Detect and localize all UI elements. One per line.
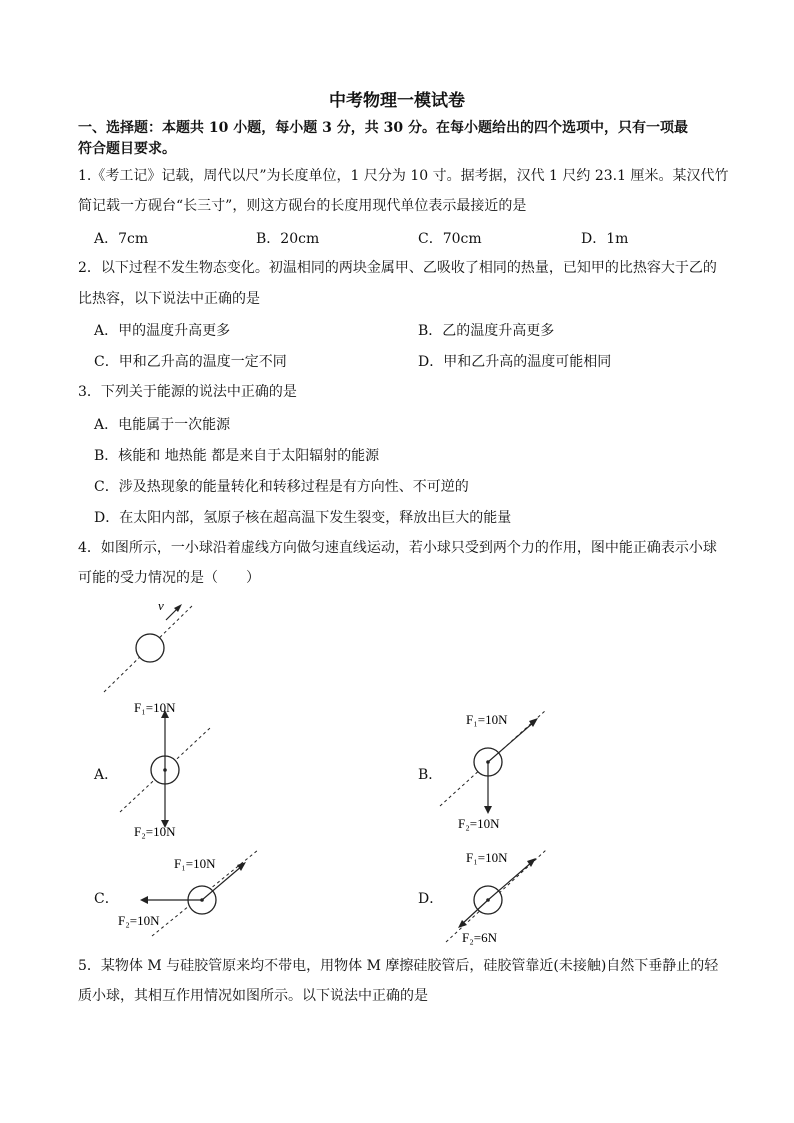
velocity-label: v [158, 598, 164, 613]
q4-option-d-letter: D． [418, 891, 444, 907]
q2-option-d: D．甲和乙升高的温度可能相同 [418, 354, 612, 370]
f2-label: F₂=10N [118, 913, 160, 928]
q4-option-c-letter: C． [94, 891, 119, 907]
q2-stem-line1: 2．以下过程不发生物态变化。初温相同的两块金属甲、乙吸收了相同的热量，已知甲的比热容大于乙的 [78, 260, 717, 276]
f2-arrowhead [140, 896, 148, 904]
q4-figure-d [436, 846, 556, 946]
f2-label: F₂=6N [462, 930, 497, 945]
q2-option-a: A．甲的温度升高更多 [94, 323, 231, 339]
q2-stem-line2: 比热容，以下说法中正确的是 [78, 291, 260, 307]
f2-arrowhead [484, 806, 492, 814]
q2-option-c: C．甲和乙升高的温度一定不同 [94, 354, 287, 370]
q4-main-figure [98, 598, 202, 696]
q1-option-b: B．20cm [256, 231, 320, 247]
q3-option-d: D．在太阳内部，氢原子核在超高温下发生裂变，释放出巨大的能量 [94, 510, 512, 526]
ball [136, 634, 164, 662]
q1-option-d: D．1m [581, 231, 629, 247]
section-heading-line2: 符合题目要求。 [78, 141, 176, 157]
f2-label: F₂=10N [134, 824, 176, 839]
page-title: 中考物理一模试卷 [329, 91, 465, 111]
q1-stem-line1: 1.《考工记》记载，周代以尺”为长度单位，1 尺分为 10 寸。据考据，汉代 1 尺约 23.1 厘米。某汉代竹 [78, 168, 729, 184]
f1-label: F₁=10N [134, 700, 176, 715]
q2-option-b: B．乙的温度升高更多 [418, 323, 555, 339]
f1-arrow [202, 866, 242, 900]
f1-arrow [488, 722, 534, 762]
f2-label: F₂=10N [458, 816, 500, 831]
q4-stem-line2: 可能的受力情况的是（ ） [78, 570, 260, 586]
q4-stem-line1: 4．如图所示，一小球沿着虚线方向做匀速直线运动，若小球只受到两个力的作用，图中能正确表示小球 [78, 540, 717, 556]
q1-option-a: A．7cm [94, 231, 149, 247]
q1-option-c: C．70cm [418, 231, 482, 247]
q4-figure-a [112, 696, 222, 844]
q4-figure-b [436, 706, 556, 836]
q5-stem-line1: 5．某物体 M 与硅胶管原来均不带电，用物体 M 摩擦硅胶管后，硅胶管靠近(未接触)自然下垂静止的轻 [78, 958, 719, 974]
q3-option-a: A．电能属于一次能源 [94, 417, 231, 433]
q4-figure-c [112, 846, 262, 938]
f1-label: F₁=10N [466, 850, 508, 865]
q4-option-b-letter: B． [418, 767, 443, 783]
q3-option-c: C．涉及热现象的能量转化和转移过程是有方向性、不可逆的 [94, 479, 469, 495]
q3-option-b: B．核能和 地热能 都是来自于太阳辐射的能源 [94, 448, 380, 464]
q4-option-a-letter: A． [94, 767, 119, 783]
q1-stem-line2: 简记载一方砚台“长三寸”，则这方砚台的长度用现代单位表示最接近的是 [78, 198, 527, 214]
section-heading-line1: 一、选择题：本题共 10 小题，每小题 3 分，共 30 分。在每小题给出的四个选项中，只有一项最 [78, 120, 688, 136]
f1-label: F₁=10N [466, 712, 508, 727]
f1-label: F₁=10N [174, 856, 216, 871]
q5-stem-line2: 质小球，其相互作用情况如图所示。以下说法中正确的是 [78, 988, 428, 1004]
f1-arrow [488, 862, 532, 900]
q3-stem: 3．下列关于能源的说法中正确的是 [78, 384, 297, 400]
